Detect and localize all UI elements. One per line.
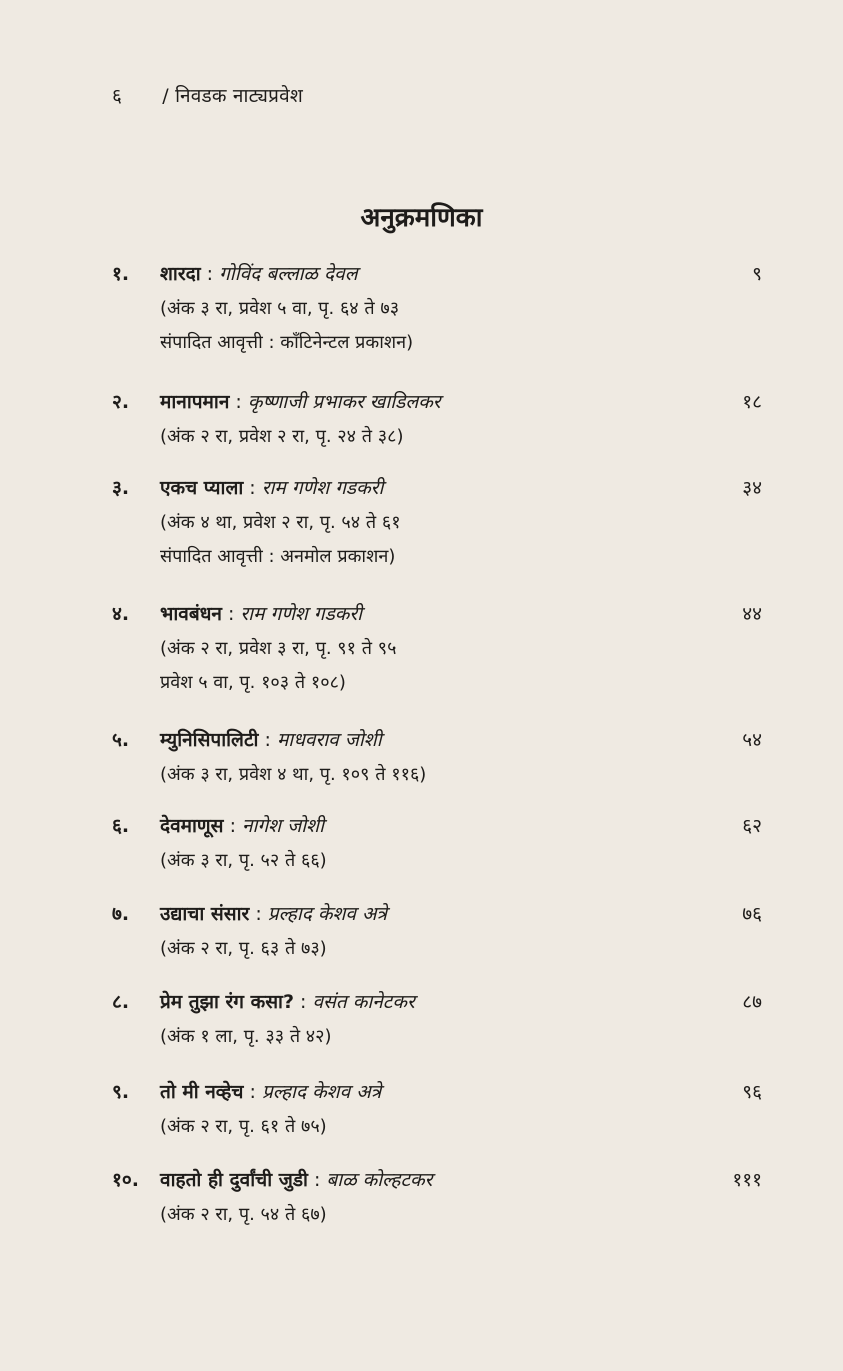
entry-detail: संपादित आवृत्ती : कॉंटिनेन्टल प्रकाशन) <box>160 332 414 353</box>
toc-entry: १. शारदा : गोविंद बल्लाळ देवल ९ (अंक ३ रा, प्रवेश ५ वा, पृ. ६४ ते ७३ संपादित आवृत्ती : कॉंटिनेन्टल प्रकाशन) <box>112 256 772 360</box>
entry-number: ९. <box>112 1081 130 1103</box>
entry-number: २. <box>112 391 130 413</box>
entry-detail: (अंक २ रा, प्रवेश २ रा, पृ. २४ ते ३८) <box>160 426 404 447</box>
entry-detail: (अंक ३ रा, पृ. ५२ ते ६६) <box>160 850 327 871</box>
entry-title: प्रेम तुझा रंग कसा? <box>160 991 294 1013</box>
entry-number: ५. <box>112 729 130 751</box>
entry-author: माधवराव जोशी <box>276 729 382 751</box>
toc-entry: ८. प्रेम तुझा रंग कसा? : वसंत कानेटकर ८७ (अंक १ ला, पृ. ३३ ते ४२) <box>112 984 772 1054</box>
entry-number: ७. <box>112 903 130 925</box>
entry-number: ८. <box>112 991 130 1013</box>
entry-number: १०. <box>112 1169 139 1191</box>
entry-page-number: ७६ <box>742 903 762 925</box>
running-header <box>112 82 303 108</box>
page-number: ६ <box>112 85 123 107</box>
running-title: / निवडक नाट्यप्रवेश <box>162 85 303 107</box>
entry-title: तो मी नव्हेच <box>160 1081 244 1103</box>
entry-page-number: ६२ <box>742 815 762 837</box>
entry-number: ३. <box>112 477 130 499</box>
toc-entry: ३. एकच प्याला : राम गणेश गडकरी ३४ (अंक ४ था, प्रवेश २ रा, पृ. ५४ ते ६१ संपादित आवृत्ती : अनमोल प्रकाशन) <box>112 470 772 574</box>
toc-entry: ४. भावबंधन : राम गणेश गडकरी ४४ (अंक २ रा, प्रवेश ३ रा, पृ. ९१ ते ९५ प्रवेश ५ वा, पृ. १०३ ते १०८) <box>112 596 772 700</box>
entry-title: भावबंधन <box>160 603 222 625</box>
entry-detail: प्रवेश ५ वा, पृ. १०३ ते १०८) <box>160 672 346 693</box>
entry-page-number: ३४ <box>742 477 762 499</box>
entry-detail: (अंक २ रा, पृ. ५४ ते ६७) <box>160 1204 327 1225</box>
toc-heading: अनुक्रमणिका <box>360 203 483 233</box>
toc-entry: ७. उद्याचा संसार : प्रल्हाद केशव अत्रे ७६ (अंक २ रा, पृ. ६३ ते ७३) <box>112 896 772 966</box>
entry-detail: (अंक १ ला, पृ. ३३ ते ४२) <box>160 1026 332 1047</box>
toc-entry: ६. देवमाणूस : नागेश जोशी ६२ (अंक ३ रा, पृ. ५२ ते ६६) <box>112 808 772 878</box>
entry-author: प्रल्हाद केशव अत्रे <box>267 903 388 925</box>
entry-author: बाळ कोल्हटकर <box>326 1169 433 1191</box>
entry-page-number: ८७ <box>742 991 762 1013</box>
entry-number: ६. <box>112 815 130 837</box>
toc-entry: ९. तो मी नव्हेच : प्रल्हाद केशव अत्रे ९६ (अंक २ रा, पृ. ६१ ते ७५) <box>112 1074 772 1144</box>
entry-detail: (अंक ३ रा, प्रवेश ५ वा, पृ. ६४ ते ७३ <box>160 298 400 319</box>
toc-entry: २. मानापमान : कृष्णाजी प्रभाकर खाडिलकर १८ (अंक २ रा, प्रवेश २ रा, पृ. २४ ते ३८) <box>112 384 772 454</box>
toc-entry: ५. म्युनिसिपालिटी : माधवराव जोशी ५४ (अंक ३ रा, प्रवेश ४ था, पृ. १०९ ते ११६) <box>112 722 772 792</box>
entry-author: प्रल्हाद केशव अत्रे <box>261 1081 382 1103</box>
entry-title: म्युनिसिपालिटी <box>160 729 259 751</box>
entry-detail: (अंक ३ रा, प्रवेश ४ था, पृ. १०९ ते ११६) <box>160 764 427 785</box>
entry-page-number: १८ <box>742 391 762 413</box>
entry-number: ४. <box>112 603 130 625</box>
entry-page-number: १११ <box>732 1169 762 1191</box>
entry-page-number: ४४ <box>742 603 762 625</box>
entry-page-number: ९ <box>752 263 762 285</box>
entry-title: मानापमान <box>160 391 230 413</box>
entry-detail: (अंक २ रा, पृ. ६१ ते ७५) <box>160 1116 327 1137</box>
entry-detail: संपादित आवृत्ती : अनमोल प्रकाशन) <box>160 546 396 567</box>
entry-title: एकच प्याला <box>160 477 244 499</box>
entry-title: उद्याचा संसार <box>160 903 250 925</box>
entry-author: नागेश जोशी <box>242 815 324 837</box>
entry-title: देवमाणूस <box>160 815 224 837</box>
entry-number: १. <box>112 263 130 285</box>
entry-author: कृष्णाजी प्रभाकर खाडिलकर <box>247 391 441 413</box>
entry-detail: (अंक २ रा, प्रवेश ३ रा, पृ. ९१ ते ९५ <box>160 638 397 659</box>
entry-author: राम गणेश गडकरी <box>240 603 363 625</box>
entry-detail: (अंक २ रा, पृ. ६३ ते ७३) <box>160 938 327 959</box>
entry-page-number: ९६ <box>742 1081 762 1103</box>
entry-detail: (अंक ४ था, प्रवेश २ रा, पृ. ५४ ते ६१ <box>160 512 401 533</box>
entry-author: राम गणेश गडकरी <box>261 477 384 499</box>
entry-page-number: ५४ <box>742 729 762 751</box>
entry-title: वाहतो ही दुर्वांची जुडी <box>160 1169 308 1191</box>
entry-title: शारदा <box>160 263 201 285</box>
toc-entry: १०. वाहतो ही दुर्वांची जुडी : बाळ कोल्हटकर १११ (अंक २ रा, पृ. ५४ ते ६७) <box>112 1162 772 1232</box>
entry-author: वसंत कानेटकर <box>312 991 415 1013</box>
entry-author: गोविंद बल्लाळ देवल <box>219 263 358 285</box>
